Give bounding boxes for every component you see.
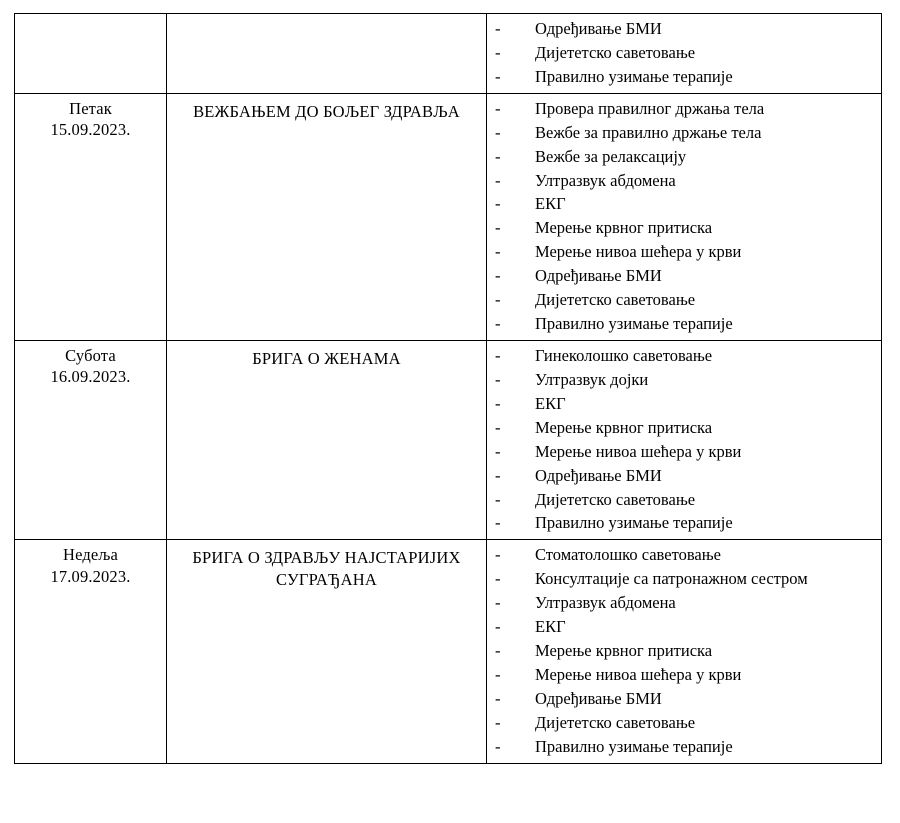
activity-item [487,735,871,759]
activities-cell [487,340,882,539]
activity-item [487,591,871,615]
activity-item [487,464,871,488]
activity-label: ЕКГ [535,393,566,413]
dash-bullet-icon: - [495,664,501,684]
dash-bullet-icon: - [495,42,501,62]
activities-cell [487,14,882,94]
dash-bullet-icon: - [495,617,501,637]
dash-bullet-icon: - [495,513,501,533]
theme-title: ВЕЖБАЊЕМ ДО БОЉЕГ ЗДРАВЉА [193,101,460,121]
dash-bullet-icon: - [495,688,501,708]
activity-item [487,41,871,65]
activity-label: Ултразвук дојки [535,369,649,389]
dash-bullet-icon: - [495,242,501,262]
activity-label: Правилно узимање терапије [535,66,733,86]
activity-label: Дијететско саветовање [535,712,696,732]
dash-bullet-icon: - [495,122,501,142]
table-row [15,540,882,763]
activity-label: Стоматолошко саветовање [535,545,721,565]
dash-bullet-icon: - [495,712,501,732]
theme-title [167,14,486,27]
activity-label: Правилно узимање терапије [535,736,733,756]
day-cell [15,540,167,763]
activity-item [487,216,871,240]
activity-label: Мерење крвног притиска [535,218,713,238]
theme-cell [167,14,487,94]
activity-item [487,615,871,639]
day-name: Петак [69,98,112,118]
activity-label: Дијететско саветовање [535,489,696,509]
activity-label: Одређивање БМИ [535,688,662,708]
activity-label: Одређивање БМИ [535,19,662,38]
activity-label: Правилно узимање терапије [535,513,733,533]
schedule-table [14,13,882,764]
activity-item [487,416,871,440]
activity-item [487,440,871,464]
activity-label: Мерење крвног притиска [535,641,713,661]
dash-bullet-icon: - [495,66,501,86]
activity-item [487,663,871,687]
dash-bullet-icon: - [495,417,501,437]
activity-label: Дијететско саветовање [535,290,696,310]
activity-label: Одређивање БМИ [535,266,662,286]
activities-list [487,14,881,93]
activity-item [487,169,871,193]
activity-item [487,121,871,145]
activity-label: Ултразвук абдомена [535,593,676,613]
table-row [15,14,882,94]
day-cell-content [15,14,166,24]
activity-label: Мерење нивоа шећера у крви [535,441,742,461]
activity-item [487,97,871,121]
dash-bullet-icon: - [495,98,501,118]
activity-item [487,639,871,663]
table-row [15,93,882,340]
activity-item [487,567,871,591]
activity-item [487,264,871,288]
day-date: 17.09.2023. [50,566,131,586]
activity-label: Вежбе за правилно држање тела [535,122,762,142]
activities-list [487,540,881,762]
activity-item [487,17,871,41]
activity-label: Мерење нивоа шећера у крви [535,664,742,684]
theme-cell [167,340,487,539]
activity-label: Правилно узимање терапије [535,314,733,334]
activity-item [487,368,871,392]
theme-title: БРИГА О ЗДРАВЉУ НАЈСТАРИЈИХ СУГРАЂАНА [192,548,461,590]
activity-item [487,711,871,735]
day-cell [15,93,167,340]
dash-bullet-icon: - [495,593,501,613]
dash-bullet-icon: - [495,545,501,565]
activity-item [487,687,871,711]
dash-bullet-icon: - [495,393,501,413]
dash-bullet-icon: - [495,736,501,756]
activity-label: Гинеколошко саветовање [535,345,713,365]
activities-list [487,94,881,340]
activity-item [487,392,871,416]
activity-item [487,312,871,336]
activity-item [487,240,871,264]
activities-list [487,341,881,539]
dash-bullet-icon: - [495,489,501,509]
day-name: Субота [65,345,116,365]
dash-bullet-icon: - [495,266,501,286]
dash-bullet-icon: - [495,218,501,238]
dash-bullet-icon: - [495,345,501,365]
dash-bullet-icon: - [495,465,501,485]
dash-bullet-icon: - [495,170,501,190]
theme-cell [167,540,487,763]
dash-bullet-icon: - [495,314,501,334]
activity-item [487,145,871,169]
day-cell [15,340,167,539]
activity-label: Вежбе за релаксацију [535,146,687,166]
activities-cell [487,540,882,763]
dash-bullet-icon: - [495,641,501,661]
activity-label: ЕКГ [535,617,566,637]
dash-bullet-icon: - [495,290,501,310]
activity-label: Одређивање БМИ [535,465,662,485]
activity-item [487,288,871,312]
activity-label: ЕКГ [535,194,566,214]
day-cell-content [15,540,166,593]
schedule-table-body [15,14,882,764]
activity-item [487,543,871,567]
dash-bullet-icon: - [495,146,501,166]
theme-title: БРИГА О ЖЕНАМА [252,348,401,368]
day-date: 16.09.2023. [50,367,131,387]
dash-bullet-icon: - [495,194,501,214]
activity-item [487,65,871,89]
day-cell-content [15,341,166,394]
activity-label: Ултразвук абдомена [535,170,676,190]
activity-item [487,488,871,512]
activity-label: Консултације са патронажном сестром [535,569,808,589]
activity-label: Мерење крвног притиска [535,417,713,437]
activity-item [487,192,871,216]
activities-cell [487,93,882,340]
activity-item [487,344,871,368]
table-row [15,340,882,539]
day-name: Недеља [63,545,118,565]
activity-item [487,511,871,535]
activity-label: Дијететско саветовање [535,42,696,62]
dash-bullet-icon: - [495,19,501,38]
dash-bullet-icon: - [495,369,501,389]
theme-cell [167,93,487,340]
activity-label: Мерење нивоа шећера у крви [535,242,742,262]
dash-bullet-icon: - [495,441,501,461]
day-cell-content [15,94,166,147]
activity-label: Провера правилног држања тела [535,98,765,118]
day-cell [15,14,167,94]
dash-bullet-icon: - [495,569,501,589]
day-date: 15.09.2023. [50,120,131,140]
